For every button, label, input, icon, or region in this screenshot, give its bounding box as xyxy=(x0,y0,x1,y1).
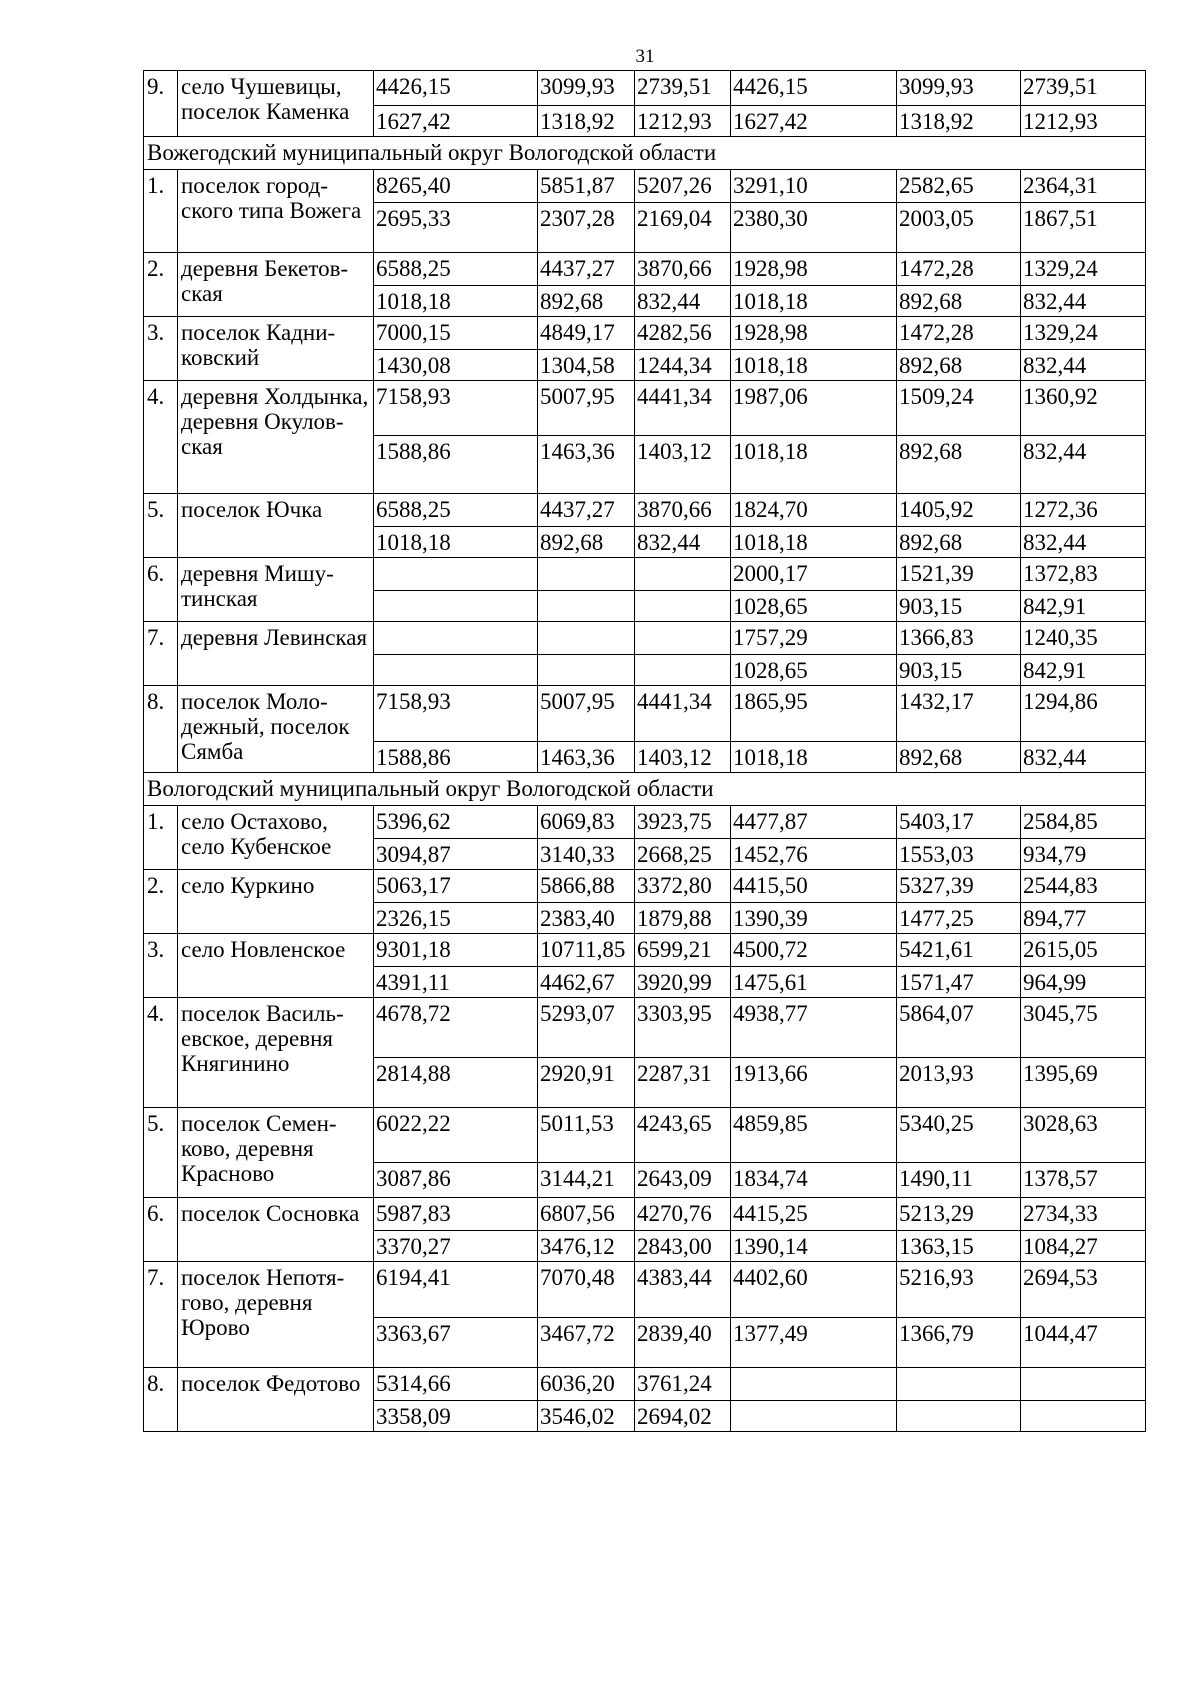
value-cell xyxy=(635,622,731,655)
value-cell: 1553,03 xyxy=(897,839,1021,870)
value-cell: 2694,53 xyxy=(1021,1262,1146,1318)
value-cell: 3094,87 xyxy=(374,839,538,870)
region-title: Вожегодский муниципальный округ Вологодской области xyxy=(144,137,1146,170)
value-cell: 1475,61 xyxy=(731,967,897,998)
table-row xyxy=(144,686,1146,742)
value-cell: 892,68 xyxy=(897,350,1021,381)
value-cell: 1928,98 xyxy=(731,317,897,350)
row-number: 7. xyxy=(144,1262,178,1368)
value-cell: 9301,18 xyxy=(374,934,538,967)
value-cell: 7158,93 xyxy=(374,686,538,742)
value-cell: 7000,15 xyxy=(374,317,538,350)
value-cell: 4391,11 xyxy=(374,967,538,998)
settlement-name: поселок Кадниковский xyxy=(178,317,374,381)
value-cell: 832,44 xyxy=(635,286,731,317)
value-cell: 3467,72 xyxy=(538,1318,635,1368)
value-cell: 1018,18 xyxy=(731,436,897,494)
table-row xyxy=(144,253,1146,286)
value-cell: 1377,49 xyxy=(731,1318,897,1368)
value-cell xyxy=(538,622,635,655)
row-number: 6. xyxy=(144,558,178,622)
value-cell: 1240,35 xyxy=(1021,622,1146,655)
value-cell: 1028,65 xyxy=(731,655,897,686)
value-cell xyxy=(897,1401,1021,1432)
value-cell: 964,99 xyxy=(1021,967,1146,998)
settlement-name: село Чушевицы, поселок Каменка xyxy=(178,71,374,137)
value-cell: 1913,66 xyxy=(731,1058,897,1108)
value-cell: 5327,39 xyxy=(897,870,1021,903)
value-cell: 3291,10 xyxy=(731,170,897,203)
value-cell: 3303,95 xyxy=(635,998,731,1058)
value-cell: 1834,74 xyxy=(731,1163,897,1198)
value-cell: 3546,02 xyxy=(538,1401,635,1432)
value-cell: 934,79 xyxy=(1021,839,1146,870)
table-row xyxy=(144,317,1146,350)
value-cell xyxy=(897,1368,1021,1401)
value-cell: 4415,50 xyxy=(731,870,897,903)
value-cell: 1472,28 xyxy=(897,253,1021,286)
value-cell: 5011,53 xyxy=(538,1108,635,1163)
value-cell: 6022,22 xyxy=(374,1108,538,1163)
table-row xyxy=(144,806,1146,839)
region-title: Вологодский муниципальный округ Вологодской области xyxy=(144,773,1146,806)
value-cell: 1018,18 xyxy=(374,527,538,558)
value-cell: 3028,63 xyxy=(1021,1108,1146,1163)
value-cell: 1432,17 xyxy=(897,686,1021,742)
value-cell: 7158,93 xyxy=(374,381,538,436)
value-cell: 5207,26 xyxy=(635,170,731,203)
row-number: 5. xyxy=(144,494,178,558)
value-cell: 1084,27 xyxy=(1021,1231,1146,1262)
value-cell: 2694,02 xyxy=(635,1401,731,1432)
region-header-row xyxy=(144,137,1146,170)
value-cell: 5864,07 xyxy=(897,998,1021,1058)
value-cell: 3099,93 xyxy=(538,71,635,106)
settlement-name: село Остахово, село Кубенское xyxy=(178,806,374,870)
value-cell: 1212,93 xyxy=(1021,106,1146,137)
row-number: 3. xyxy=(144,934,178,998)
value-cell: 1403,12 xyxy=(635,436,731,494)
value-cell: 892,68 xyxy=(897,527,1021,558)
value-cell: 4415,25 xyxy=(731,1198,897,1231)
settlement-name: поселок Сосновка xyxy=(178,1198,374,1262)
value-cell: 4500,72 xyxy=(731,934,897,967)
value-cell: 1390,39 xyxy=(731,903,897,934)
value-cell: 1627,42 xyxy=(731,106,897,137)
value-cell: 832,44 xyxy=(635,527,731,558)
table-row xyxy=(144,998,1146,1058)
settlement-name: поселок Молодежный, поселок Сямба xyxy=(178,686,374,773)
value-cell: 4859,85 xyxy=(731,1108,897,1163)
value-cell: 2364,31 xyxy=(1021,170,1146,203)
value-cell: 892,68 xyxy=(897,742,1021,773)
value-cell: 4437,27 xyxy=(538,494,635,527)
value-cell: 1329,24 xyxy=(1021,253,1146,286)
value-cell: 5007,95 xyxy=(538,381,635,436)
value-cell: 3358,09 xyxy=(374,1401,538,1432)
value-cell: 4441,34 xyxy=(635,381,731,436)
table-body xyxy=(144,71,1146,1432)
value-cell: 2695,33 xyxy=(374,203,538,253)
value-cell: 1627,42 xyxy=(374,106,538,137)
value-cell: 1028,65 xyxy=(731,591,897,622)
value-cell: 1463,36 xyxy=(538,436,635,494)
value-cell: 4243,65 xyxy=(635,1108,731,1163)
value-cell: 1928,98 xyxy=(731,253,897,286)
value-cell: 5063,17 xyxy=(374,870,538,903)
value-cell: 3099,93 xyxy=(897,71,1021,106)
value-cell: 3372,80 xyxy=(635,870,731,903)
value-cell: 2739,51 xyxy=(1021,71,1146,106)
table-row xyxy=(144,71,1146,106)
value-cell: 1463,36 xyxy=(538,742,635,773)
value-cell: 3370,27 xyxy=(374,1231,538,1262)
value-cell: 1318,92 xyxy=(538,106,635,137)
value-cell: 2668,25 xyxy=(635,839,731,870)
value-cell xyxy=(731,1401,897,1432)
value-cell: 5293,07 xyxy=(538,998,635,1058)
value-cell xyxy=(374,558,538,591)
row-number: 7. xyxy=(144,622,178,686)
value-cell: 5403,17 xyxy=(897,806,1021,839)
value-cell: 1405,92 xyxy=(897,494,1021,527)
value-cell: 4282,56 xyxy=(635,317,731,350)
value-cell: 3870,66 xyxy=(635,494,731,527)
value-cell xyxy=(1021,1368,1146,1401)
value-cell: 892,68 xyxy=(538,527,635,558)
value-cell: 892,68 xyxy=(897,286,1021,317)
value-cell: 2920,91 xyxy=(538,1058,635,1108)
value-cell: 892,68 xyxy=(538,286,635,317)
value-cell: 1879,88 xyxy=(635,903,731,934)
value-cell: 2739,51 xyxy=(635,71,731,106)
table-row xyxy=(144,1108,1146,1163)
value-cell: 2734,33 xyxy=(1021,1198,1146,1231)
value-cell: 6194,41 xyxy=(374,1262,538,1318)
value-cell xyxy=(374,622,538,655)
value-cell: 2307,28 xyxy=(538,203,635,253)
value-cell: 842,91 xyxy=(1021,591,1146,622)
value-cell: 2615,05 xyxy=(1021,934,1146,967)
value-cell xyxy=(374,655,538,686)
row-number: 4. xyxy=(144,381,178,494)
value-cell: 894,77 xyxy=(1021,903,1146,934)
value-cell: 4678,72 xyxy=(374,998,538,1058)
table-row xyxy=(144,170,1146,203)
value-cell: 6588,25 xyxy=(374,494,538,527)
value-cell: 1372,83 xyxy=(1021,558,1146,591)
row-number: 3. xyxy=(144,317,178,381)
value-cell xyxy=(538,591,635,622)
value-cell: 3923,75 xyxy=(635,806,731,839)
value-cell: 2839,40 xyxy=(635,1318,731,1368)
value-cell: 832,44 xyxy=(1021,742,1146,773)
value-cell: 5314,66 xyxy=(374,1368,538,1401)
settlement-name: поселок Васильевское, деревня Княгинино xyxy=(178,998,374,1108)
value-cell: 1757,29 xyxy=(731,622,897,655)
value-cell: 1378,57 xyxy=(1021,1163,1146,1198)
row-number: 8. xyxy=(144,686,178,773)
value-cell: 1212,93 xyxy=(635,106,731,137)
value-cell: 1294,86 xyxy=(1021,686,1146,742)
value-cell xyxy=(538,558,635,591)
value-cell: 2169,04 xyxy=(635,203,731,253)
value-cell: 832,44 xyxy=(1021,436,1146,494)
value-cell: 5213,29 xyxy=(897,1198,1021,1231)
value-cell: 3140,33 xyxy=(538,839,635,870)
value-cell: 1865,95 xyxy=(731,686,897,742)
table-row xyxy=(144,1368,1146,1401)
row-number: 1. xyxy=(144,170,178,253)
row-number: 1. xyxy=(144,806,178,870)
value-cell: 6036,20 xyxy=(538,1368,635,1401)
value-cell: 5851,87 xyxy=(538,170,635,203)
value-cell: 1390,14 xyxy=(731,1231,897,1262)
value-cell: 832,44 xyxy=(1021,286,1146,317)
settlement-name: поселок Ючка xyxy=(178,494,374,558)
value-cell: 832,44 xyxy=(1021,527,1146,558)
value-cell: 1521,39 xyxy=(897,558,1021,591)
value-cell: 1044,47 xyxy=(1021,1318,1146,1368)
table-row xyxy=(144,934,1146,967)
settlement-name: деревня Бекетовская xyxy=(178,253,374,317)
row-number: 2. xyxy=(144,870,178,934)
row-number: 6. xyxy=(144,1198,178,1262)
value-cell: 4426,15 xyxy=(374,71,538,106)
settlement-name: деревня Мишутинская xyxy=(178,558,374,622)
table-row xyxy=(144,381,1146,436)
settlement-name: поселок Непотягово, деревня Юрово xyxy=(178,1262,374,1368)
value-cell xyxy=(635,591,731,622)
value-cell: 5216,93 xyxy=(897,1262,1021,1318)
value-cell: 1588,86 xyxy=(374,436,538,494)
value-cell: 6588,25 xyxy=(374,253,538,286)
settlement-name: поселок городского типа Вожега xyxy=(178,170,374,253)
value-cell: 4938,77 xyxy=(731,998,897,1058)
settlement-name: село Куркино xyxy=(178,870,374,934)
value-cell: 7070,48 xyxy=(538,1262,635,1318)
value-cell: 1452,76 xyxy=(731,839,897,870)
value-cell: 3920,99 xyxy=(635,967,731,998)
row-number: 8. xyxy=(144,1368,178,1432)
table-row xyxy=(144,1262,1146,1318)
value-cell: 842,91 xyxy=(1021,655,1146,686)
value-cell: 1987,06 xyxy=(731,381,897,436)
value-cell: 6069,83 xyxy=(538,806,635,839)
value-cell: 4383,44 xyxy=(635,1262,731,1318)
value-cell: 1571,47 xyxy=(897,967,1021,998)
value-cell: 2843,00 xyxy=(635,1231,731,1262)
value-cell: 832,44 xyxy=(1021,350,1146,381)
settlement-name: деревня Левинская xyxy=(178,622,374,686)
settlement-name: село Новленское xyxy=(178,934,374,998)
row-number: 4. xyxy=(144,998,178,1108)
value-cell: 4270,76 xyxy=(635,1198,731,1231)
value-cell: 1477,25 xyxy=(897,903,1021,934)
value-cell: 2287,31 xyxy=(635,1058,731,1108)
value-cell xyxy=(538,655,635,686)
value-cell xyxy=(635,655,731,686)
value-cell: 2003,05 xyxy=(897,203,1021,253)
value-cell: 2643,09 xyxy=(635,1163,731,1198)
value-cell: 1304,58 xyxy=(538,350,635,381)
value-cell: 1018,18 xyxy=(731,527,897,558)
page-number: 31 xyxy=(635,46,655,67)
value-cell: 1867,51 xyxy=(1021,203,1146,253)
value-cell xyxy=(731,1368,897,1401)
region-header-row xyxy=(144,773,1146,806)
value-cell: 5007,95 xyxy=(538,686,635,742)
value-cell: 6807,56 xyxy=(538,1198,635,1231)
table-row xyxy=(144,870,1146,903)
value-cell: 4402,60 xyxy=(731,1262,897,1318)
value-cell: 892,68 xyxy=(897,436,1021,494)
value-cell xyxy=(374,591,538,622)
value-cell: 1018,18 xyxy=(731,286,897,317)
value-cell: 1363,15 xyxy=(897,1231,1021,1262)
value-cell: 4849,17 xyxy=(538,317,635,350)
value-cell: 1244,34 xyxy=(635,350,731,381)
value-cell: 2380,30 xyxy=(731,203,897,253)
value-cell: 1018,18 xyxy=(374,286,538,317)
value-cell: 903,15 xyxy=(897,591,1021,622)
value-cell: 4426,15 xyxy=(731,71,897,106)
value-cell: 2584,85 xyxy=(1021,806,1146,839)
value-cell: 3144,21 xyxy=(538,1163,635,1198)
value-cell: 1490,11 xyxy=(897,1163,1021,1198)
value-cell: 1018,18 xyxy=(731,350,897,381)
value-cell: 5396,62 xyxy=(374,806,538,839)
value-cell: 3761,24 xyxy=(635,1368,731,1401)
table-row xyxy=(144,494,1146,527)
value-cell: 1395,69 xyxy=(1021,1058,1146,1108)
value-cell: 1588,86 xyxy=(374,742,538,773)
row-number: 5. xyxy=(144,1108,178,1198)
value-cell: 5866,88 xyxy=(538,870,635,903)
value-cell: 2383,40 xyxy=(538,903,635,934)
value-cell: 2544,83 xyxy=(1021,870,1146,903)
table-row xyxy=(144,558,1146,591)
settlement-name: поселок Семенково, деревня Красново xyxy=(178,1108,374,1198)
row-number: 2. xyxy=(144,253,178,317)
value-cell: 5340,25 xyxy=(897,1108,1021,1163)
value-cell: 2013,93 xyxy=(897,1058,1021,1108)
value-cell: 1366,83 xyxy=(897,622,1021,655)
value-cell: 2326,15 xyxy=(374,903,538,934)
value-cell: 1318,92 xyxy=(897,106,1021,137)
value-cell: 1360,92 xyxy=(1021,381,1146,436)
value-cell: 6599,21 xyxy=(635,934,731,967)
value-cell: 3870,66 xyxy=(635,253,731,286)
value-cell: 3087,86 xyxy=(374,1163,538,1198)
table-row xyxy=(144,622,1146,655)
value-cell: 2000,17 xyxy=(731,558,897,591)
value-cell: 5421,61 xyxy=(897,934,1021,967)
value-cell: 2814,88 xyxy=(374,1058,538,1108)
value-cell: 1272,36 xyxy=(1021,494,1146,527)
value-cell: 903,15 xyxy=(897,655,1021,686)
value-cell: 4462,67 xyxy=(538,967,635,998)
value-cell: 1018,18 xyxy=(731,742,897,773)
tariff-table xyxy=(143,70,1146,1432)
value-cell: 10711,85 xyxy=(538,934,635,967)
value-cell: 4441,34 xyxy=(635,686,731,742)
value-cell: 3363,67 xyxy=(374,1318,538,1368)
value-cell: 1509,24 xyxy=(897,381,1021,436)
value-cell: 1329,24 xyxy=(1021,317,1146,350)
value-cell: 1366,79 xyxy=(897,1318,1021,1368)
settlement-name: деревня Холдынка, деревня Окуловская xyxy=(178,381,374,494)
row-number: 9. xyxy=(144,71,178,137)
value-cell: 2582,65 xyxy=(897,170,1021,203)
value-cell: 3476,12 xyxy=(538,1231,635,1262)
value-cell: 1403,12 xyxy=(635,742,731,773)
table-row xyxy=(144,1198,1146,1231)
value-cell: 4477,87 xyxy=(731,806,897,839)
value-cell: 4437,27 xyxy=(538,253,635,286)
value-cell xyxy=(635,558,731,591)
value-cell: 1824,70 xyxy=(731,494,897,527)
settlement-name: поселок Федотово xyxy=(178,1368,374,1432)
value-cell: 5987,83 xyxy=(374,1198,538,1231)
value-cell xyxy=(1021,1401,1146,1432)
value-cell: 3045,75 xyxy=(1021,998,1146,1058)
value-cell: 1472,28 xyxy=(897,317,1021,350)
value-cell: 8265,40 xyxy=(374,170,538,203)
value-cell: 1430,08 xyxy=(374,350,538,381)
